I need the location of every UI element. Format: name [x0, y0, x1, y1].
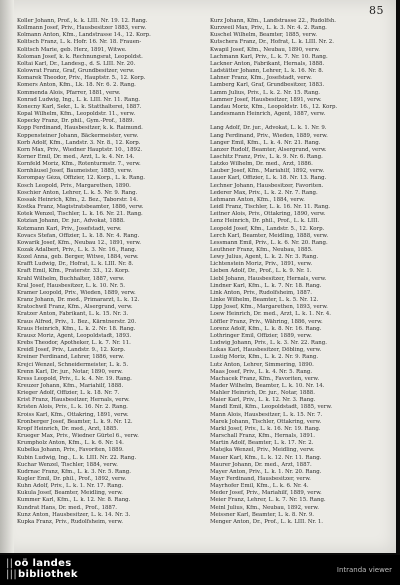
directory-entry: Lustig Moriz, Kfm., L. k. 2. Nr. 9. Rang.: [210, 354, 319, 361]
directory-entry: Kommenda Alois, Pfarrer, 1881, verw.: [17, 89, 121, 96]
directory-entry: Kronberger Josef, Beamter, L. k. 9. Nr. 12.: [17, 418, 133, 425]
directory-entry: Kolitsch Franz, L. k. Hofr. 16. Nr. 18. Frauen-: [17, 39, 142, 46]
directory-entry: Lehmann Anton, Kfm., 1884, verw.: [210, 196, 305, 203]
directory-entry: Kranz Johann, Dr. med., Primararzt, L. k. 12.: [17, 297, 140, 304]
directory-entry: Lieben Adolf, Dr., Prof., L. k. 9. Nr. 1.: [210, 268, 312, 275]
directory-entry: Koltai Karl, Dr., Landesg., d. S. LIII. Nr. 20.: [17, 60, 136, 67]
directory-entry: Leitner Alois, Priv., Ottakring, 1890, verw.: [210, 211, 326, 218]
directory-entry: Kornfeld Moriz, Kfm., Rotenturmstr. 7., verw.: [17, 161, 141, 168]
directory-entry: Kroiss Karl, Kfm., Ottakring, 1891, verw.: [17, 411, 129, 418]
directory-entry: Liebl Johann, Hausbesitzer, Hernals, verw.: [210, 275, 327, 282]
directory-entry: Lauer Karl, Offizier, L. k. 18. Nr. 13. Rang.: [210, 175, 327, 182]
directory-entry: Kundrat Hans, Dr. med., Prof., 1887.: [17, 504, 118, 511]
directory-entry: Leopold Josef, Kfm., Landstr. 5., 12. Korp.: [210, 225, 325, 232]
directory-entry: Lerch Karl, Beamter, Meidling, 1888, verw.: [210, 232, 329, 239]
logo-bar-icon: |||: [6, 569, 18, 580]
directory-entry: Komarek Theodor, Priv., Hauptstr. 5., 12. Korp.: [17, 75, 146, 82]
directory-entry: Lindner Karl, Kfm., L. k. 7. Nr. 18. Rang.: [210, 282, 322, 289]
directory-entry: Kowarik Josef, Kfm., Neubau 12., 1891, verw.: [17, 239, 141, 246]
directory-entry: Mayr Ferdinand, Hausbesitzer, verw.: [210, 476, 311, 482]
directory-entry: Mann Alois, Hausbesitzer, L. k. 15. Nr. 7.: [210, 411, 323, 418]
directory-entry: Kupka Franz, Priv., Rudolfsheim, verw.: [17, 518, 123, 525]
directory-entry: [210, 118, 385, 125]
directory-entry: Maas Josef, Priv., L. k. 4. Nr. 5. Rang.: [210, 368, 313, 375]
directory-entry: Marek Johann, Tischler, Ottakring, verw.: [210, 418, 322, 425]
directory-entry: Lamm Julius, Priv., L. k. 2. Nr. 15. Rang.: [210, 89, 320, 96]
directory-entry: Latzko Wilhelm, Dr. med., Arzt, 1886.: [210, 161, 313, 168]
library-logo[interactable]: [6, 558, 78, 580]
directory-entry: Mandl Emil, Kfm., Leopoldstadt, 1885, verw.: [210, 404, 333, 411]
directory-entry: Machacek Franz, Kfm., Favoriten, verw.: [210, 375, 320, 382]
directory-entry: Mahler Heinrich, Dr. jur., Notar, 1888.: [210, 390, 315, 397]
directory-entry: Konecny Karl, Sekr., L. k. Statthalterei, 1887.: [17, 103, 142, 110]
directory-entry: Löffler Franz, Priv., Währing, 1886, verw.: [210, 318, 323, 325]
directory-entry: Kubelka Johann, Priv., Favoriten, 1889.: [17, 447, 124, 454]
directory-entry: Leuthner Franz, Kfm., Neubau, 1885.: [210, 247, 313, 253]
directory-entry: Kolowrat Franz, Graf, Grundbesitzer, verw.: [17, 68, 135, 75]
directory-entry: Langer Emil, Kfm., L. k. 4. Nr. 21. Rang.: [210, 139, 321, 146]
directory-entry: Lothringer Emil, Offizier, 1889, verw.: [210, 332, 312, 339]
directory-entry: Kuchar Wenzel, Tischler, 1884, verw.: [17, 461, 118, 468]
directory-entry: Kopal Wilhelm, Kfm., Leopoldstr. 11., verw.: [17, 111, 136, 118]
directory-entry: Krieger Adolf, Offizier, L. k. 18. Nr. 7.: [17, 390, 120, 397]
directory-entry: Lewy Julius, Agent, L. k. 2. Nr. 3. Rang.: [210, 254, 319, 261]
directory-entry: Kuschel Wilhelm, Beamter, 1885, verw.: [210, 32, 317, 39]
directory-entry: Matejka Wenzel, Priv., Meidling, verw.: [210, 447, 315, 454]
text-column-right: [210, 18, 385, 526]
directory-entry: Krahl Wilhelm, Buchhalter, 1887, verw.: [17, 275, 125, 282]
directory-entry: Maier Karl, Priv., L. k. 12. Nr. 3. Rang.: [210, 397, 316, 404]
directory-entry: Leidl Franz, Tischler, L. k. 16. Nr. 11. Rang.: [210, 204, 330, 211]
directory-entry: Lederer Max, Priv., L. k. 2. Nr. 7. Rang.: [210, 189, 318, 196]
directory-entry: Kropf Heinrich, Dr. med., Arzt, 1885.: [17, 425, 119, 432]
directory-entry: Kolitsch Marie, geb. Herz, 1891, Witwe.: [17, 46, 127, 53]
directory-entry: Marschall Franz, Kfm., Hernals, 1891.: [210, 433, 315, 440]
directory-entry: Krumpholz Anton, Kfm., L. k. 6. Nr. 14.: [17, 440, 124, 447]
page-number: 85: [369, 4, 384, 17]
directory-entry: Lamberg Karl, Graf, Grundbesitzer, 1883.: [210, 82, 325, 89]
directory-entry: Martin Adolf, Beamter, L. k. 17. Nr. 2.: [210, 440, 314, 447]
directory-entry: Kraft Emil, Kfm., Praterstr. 33., 12. Korp.: [17, 268, 130, 275]
directory-entry: Kral Josef, Hausbesitzer, L. k. 10. Nr. 5.: [17, 282, 125, 289]
directory-entry: Kurz Johann, Kfm., Landstrasse 22., Rudolfsh.: [210, 18, 337, 24]
directory-entry: Maurer Johann, Dr. med., Arzt, 1887.: [210, 461, 312, 468]
directory-entry: Linke Wilhelm, Beamter, L. k. 5. Nr. 12.: [210, 297, 319, 304]
directory-entry: Krafft Ludwig, Dr., Hofrat, L. k. LIII. Nr. 8.: [17, 261, 134, 268]
directory-entry: Kovacs Stefan, Offizier, L. k. 18. Nr. 4. Rang.: [17, 232, 140, 239]
directory-entry: Lichtenstein Moriz, Priv., 1891, verw.: [210, 261, 313, 268]
directory-entry: Kutschera Franz, Dr., Hofrat, L. k. LIII. Nr. 2.: [210, 39, 334, 46]
directory-entry: Koppensteiner Johann, Bäckermeister, verw.: [17, 132, 139, 139]
directory-entry: Menger Anton, Dr., Prof., L. k. LIII. Nr. 1.: [210, 518, 323, 525]
directory-entry: Mauer Karl, Kfm., L. k. 12. Nr. 11. Rang.: [210, 454, 322, 461]
directory-entry: Korb Adolf, Kfm., Landstr. 3. Nr. 8., 12. Korp.: [17, 139, 141, 146]
directory-entry: Kristen Alois, Priv., L. k. 16. Nr. 2. Rang.: [17, 404, 128, 411]
directory-entry: Koloman Josef, k. k. Rechnungsrat, Leopoldst.: [17, 53, 143, 60]
directory-entry: Korompay Géza, Offizier, 12. Korp., L. k. Rang.: [17, 175, 145, 182]
directory-entry: Markl Josef, Priv., L. k. 16. Nr. 19. Rang.: [210, 425, 321, 432]
directory-entry: Meder Josef, Priv., Mariahilf, 1889, verw.: [210, 490, 322, 497]
directory-entry: Ladstätter Johann, Lehrer, L. k. 16. Nr. 8.: [210, 68, 324, 75]
directory-entry: Kopecky Franz, Dr. phil., Gym.-Prof., 1889.: [17, 118, 135, 125]
directory-entry: Lauber Josef, Kfm., Mariahilf, 1892, verw.: [210, 168, 325, 175]
directory-entry: Korner Emil, Dr. med., Arzt, L. k. 4. Nr. 14.: [17, 153, 135, 160]
directory-entry: Kurzweil Max, Priv., L. k. 3. Nr. 4. 2. Rang.: [210, 25, 327, 32]
directory-entry: Krejci Wenzel, Schneidermeister, L. k. 5.: [17, 361, 129, 368]
directory-entry: Kollmann Josef, Priv., Hausbesitzer 1883, verw.: [17, 25, 147, 32]
directory-entry: Krebs Theodor, Apotheker, L. k. 7. Nr. 11.: [17, 340, 131, 347]
directory-entry: Kugler Emil, Dr. phil., Prof., 1892, verw.: [17, 476, 127, 482]
directory-entry: Kubin Ludwig, Ing., L. k. LIII. Nr. 22. Rang.: [17, 454, 137, 461]
directory-entry: Kotzmann Karl, Priv., Josefstadt, verw.: [17, 225, 122, 232]
directory-entry: Mader Wilhelm, Beamter, L. k. 10. Nr. 14.: [210, 382, 325, 389]
directory-entry: Korn Max, Priv., Wiedner Hauptstr. 10., 1892.: [17, 146, 143, 153]
directory-entry: Lachmann Karl, Priv., L. k. 7. Nr. 10. Rang.: [210, 53, 328, 60]
directory-entry: Kratzer Anton, Fabrikant, L. k. 15. Nr. 3.: [17, 311, 129, 318]
directory-entry: Kreidl Josef, Priv., Landstr. 9., 12. Korp.: [17, 347, 126, 354]
directory-entry: Kotek Wenzel, Tischler, L. k. 16. Nr. 21. Rang.: [17, 211, 143, 218]
footer-bar: [0, 555, 400, 585]
directory-entry: Mayer Anton, Priv., L. k. 1. Nr. 20. Rang.: [210, 468, 322, 475]
directory-entry: Koschier Anton, Lehrer, L. k. 5. Nr. 9. Rang.: [17, 189, 138, 196]
directory-entry: Kreuzer Johann, Kfm., Mariahilf, 1888.: [17, 382, 124, 389]
directory-entry: Mayrhofer Emil, Kfm., L. k. 6. Nr. 4.: [210, 483, 309, 490]
directory-entry: Kreiner Ferdinand, Lehrer, 1886, verw.: [17, 354, 124, 361]
text-column-left: [17, 18, 192, 526]
directory-entry: Kudrnac Franz, Kfm., L. k. 3. Nr. 5. Rang.: [17, 468, 131, 475]
directory-entry: Kress Leopold, Priv., L. k. 4. Nr. 19. Rang.: [17, 375, 132, 382]
directory-entry: Kraus Heinrich, Kfm., L. k. 2. Nr. 18. Rang.: [17, 325, 136, 332]
directory-entry: Lukas Karl, Hausbesitzer, Döbling, verw.: [210, 347, 322, 354]
directory-entry: Kummer Karl, Kfm., L. k. 12. Nr. 8. Rang.: [17, 497, 131, 504]
directory-entry: Kraus Alfred, Priv., 1. Bez., Kärntnerstr. 20.: [17, 318, 137, 325]
directory-entry: Lackner Anton, Fabrikant, Hernals, 1888.: [210, 60, 325, 67]
directory-entry: Kopp Ferdinand, Hausbesitzer, k. k. Raimund.: [17, 125, 143, 132]
logo-text-line1: oö landes: [14, 558, 72, 569]
directory-entry: Loew Heinrich, Dr. med., Arzt, L. k. 1. Nr. 4.: [210, 311, 332, 318]
directory-entry: Kukula Josef, Beamter, Meidling, verw.: [17, 490, 123, 497]
directory-entry: Krueger Max, Priv., Wiedner Gürtel 6., verw.: [17, 433, 139, 440]
directory-entry: Meinl Julius, Kfm., Neubau, 1892, verw.: [210, 504, 319, 511]
directory-entry: Kunz Anton, Hausbesitzer, L. k. 14. Nr. 3.: [17, 511, 131, 518]
directory-entry: Lanzer Rudolf, Beamter, Alsergrund, verw.: [210, 146, 327, 153]
directory-entry: Lang Adolf, Dr. jur., Advokat, L. k. 1. Nr. 9.: [210, 125, 327, 132]
directory-entry: Meier Franz, Lehrer, L. k. 7. Nr. 15. Rang.: [210, 497, 326, 504]
directory-entry: Meissner Karl, Beamter, L. k. 8. Nr. 9.: [210, 511, 314, 518]
directory-entry: Kozak Adalbert, Priv., L. k. 3. Nr. 16., Rang.: [17, 247, 137, 253]
directory-entry: Landau Moriz, Kfm., Leopoldstr. 16., 12. Korp.: [210, 103, 338, 110]
directory-entry: Kolmann Anton, Kfm., Landstrasse 14., 12. Korp.: [17, 32, 151, 39]
directory-entry: Kozel Anna, geb. Berger, Witwe, 1884, verw.: [17, 254, 139, 261]
directory-entry: Kostka Franz, Magistratsbeamter, 1886, verw.: [17, 204, 144, 211]
directory-entry: Landesmann Heinrich, Agent, 1887, verw.: [210, 111, 326, 118]
page-gutter: [0, 0, 14, 553]
directory-entry: Ludwig Johann, Priv., L. k. 3. Nr. 22. Rang.: [210, 340, 327, 347]
directory-entry: Kramer Leopold, Priv., Wieden, 1889, verw.: [17, 289, 136, 296]
directory-entry: Lutz Anton, Lehrer, Simmering, 1890.: [210, 361, 314, 368]
directory-entry: Krenn Karl, Dr. jur., Notar, 1890, verw.: [17, 368, 123, 375]
directory-entry: Lechner Johann, Hausbesitzer, Favoriten.: [210, 182, 324, 189]
logo-text-line2: bibliothek: [18, 569, 78, 580]
directory-entry: Kotzian Johann, Dr. jur., Advokat, 1888.: [17, 218, 125, 225]
viewer-label[interactable]: Intranda viewer: [336, 566, 392, 574]
directory-entry: Lorenz Adolf, Kfm., L. k. 8. Nr. 16. Rang.: [210, 325, 322, 332]
directory-entry: Koller Johann, Prof., k. k. LIII. Nr. 19. 12. Rang.: [17, 18, 148, 24]
directory-entry: Konrad Ludwig, Ing., L. k. LIII. Nr. 11. Rang.: [17, 96, 141, 103]
directory-entry: Kwapil Josef, Kfm., Neubau, 1890, verw.: [210, 46, 320, 53]
directory-entry: Lenz Heinrich, Dr. phil., Prof., L. k. LIII.: [210, 218, 320, 225]
directory-entry: Kosch Leopold, Priv., Margarethen, 1890.: [17, 182, 131, 189]
directory-entry: Lahner Franz, Kfm., Josefstadt, verw.: [210, 75, 312, 82]
directory-entry: Krist Franz, Hausbesitzer, Hernals, verw.: [17, 397, 130, 404]
directory-entry: Kossak Heinrich, Kfm., 2. Bez., Taborstr. 14.: [17, 196, 139, 203]
directory-entry: Lammer Josef, Hausbesitzer, 1891, verw.: [210, 96, 322, 103]
directory-entry: Kratochwil Franz, Kfm., Alsergrund, verw.: [17, 304, 133, 311]
directory-entry: Krausz Moriz, Agent, Leopoldstadt, 1893.: [17, 332, 132, 339]
directory-entry: Link Anton, Priv., Rudolfsheim, 1887.: [210, 289, 312, 296]
directory-entry: Lessmann Emil, Priv., L. k. 6. Nr. 20. Rang.: [210, 239, 328, 246]
logo-bar-icon: ||: [6, 558, 14, 569]
directory-entry: Kuhn Adolf, Priv., L. k. 1. Nr. 17. Rang.: [17, 483, 124, 490]
directory-entry: Laschitz Franz, Priv., L. k. 9. Nr. 6. Rang.: [210, 153, 323, 160]
directory-entry: Komers Anton, Kfm., Lk. 18. Nr. 6. 2. Rang.: [17, 82, 136, 89]
directory-entry: Lipp Josef, Kfm., Margarethen, 1893, verw.: [210, 304, 328, 311]
directory-entry: Lang Ferdinand, Priv., Wieden, 1889, verw.: [210, 132, 328, 139]
directory-entry: Kornhäusel Josef, Baumeister, 1885, verw.: [17, 168, 133, 175]
